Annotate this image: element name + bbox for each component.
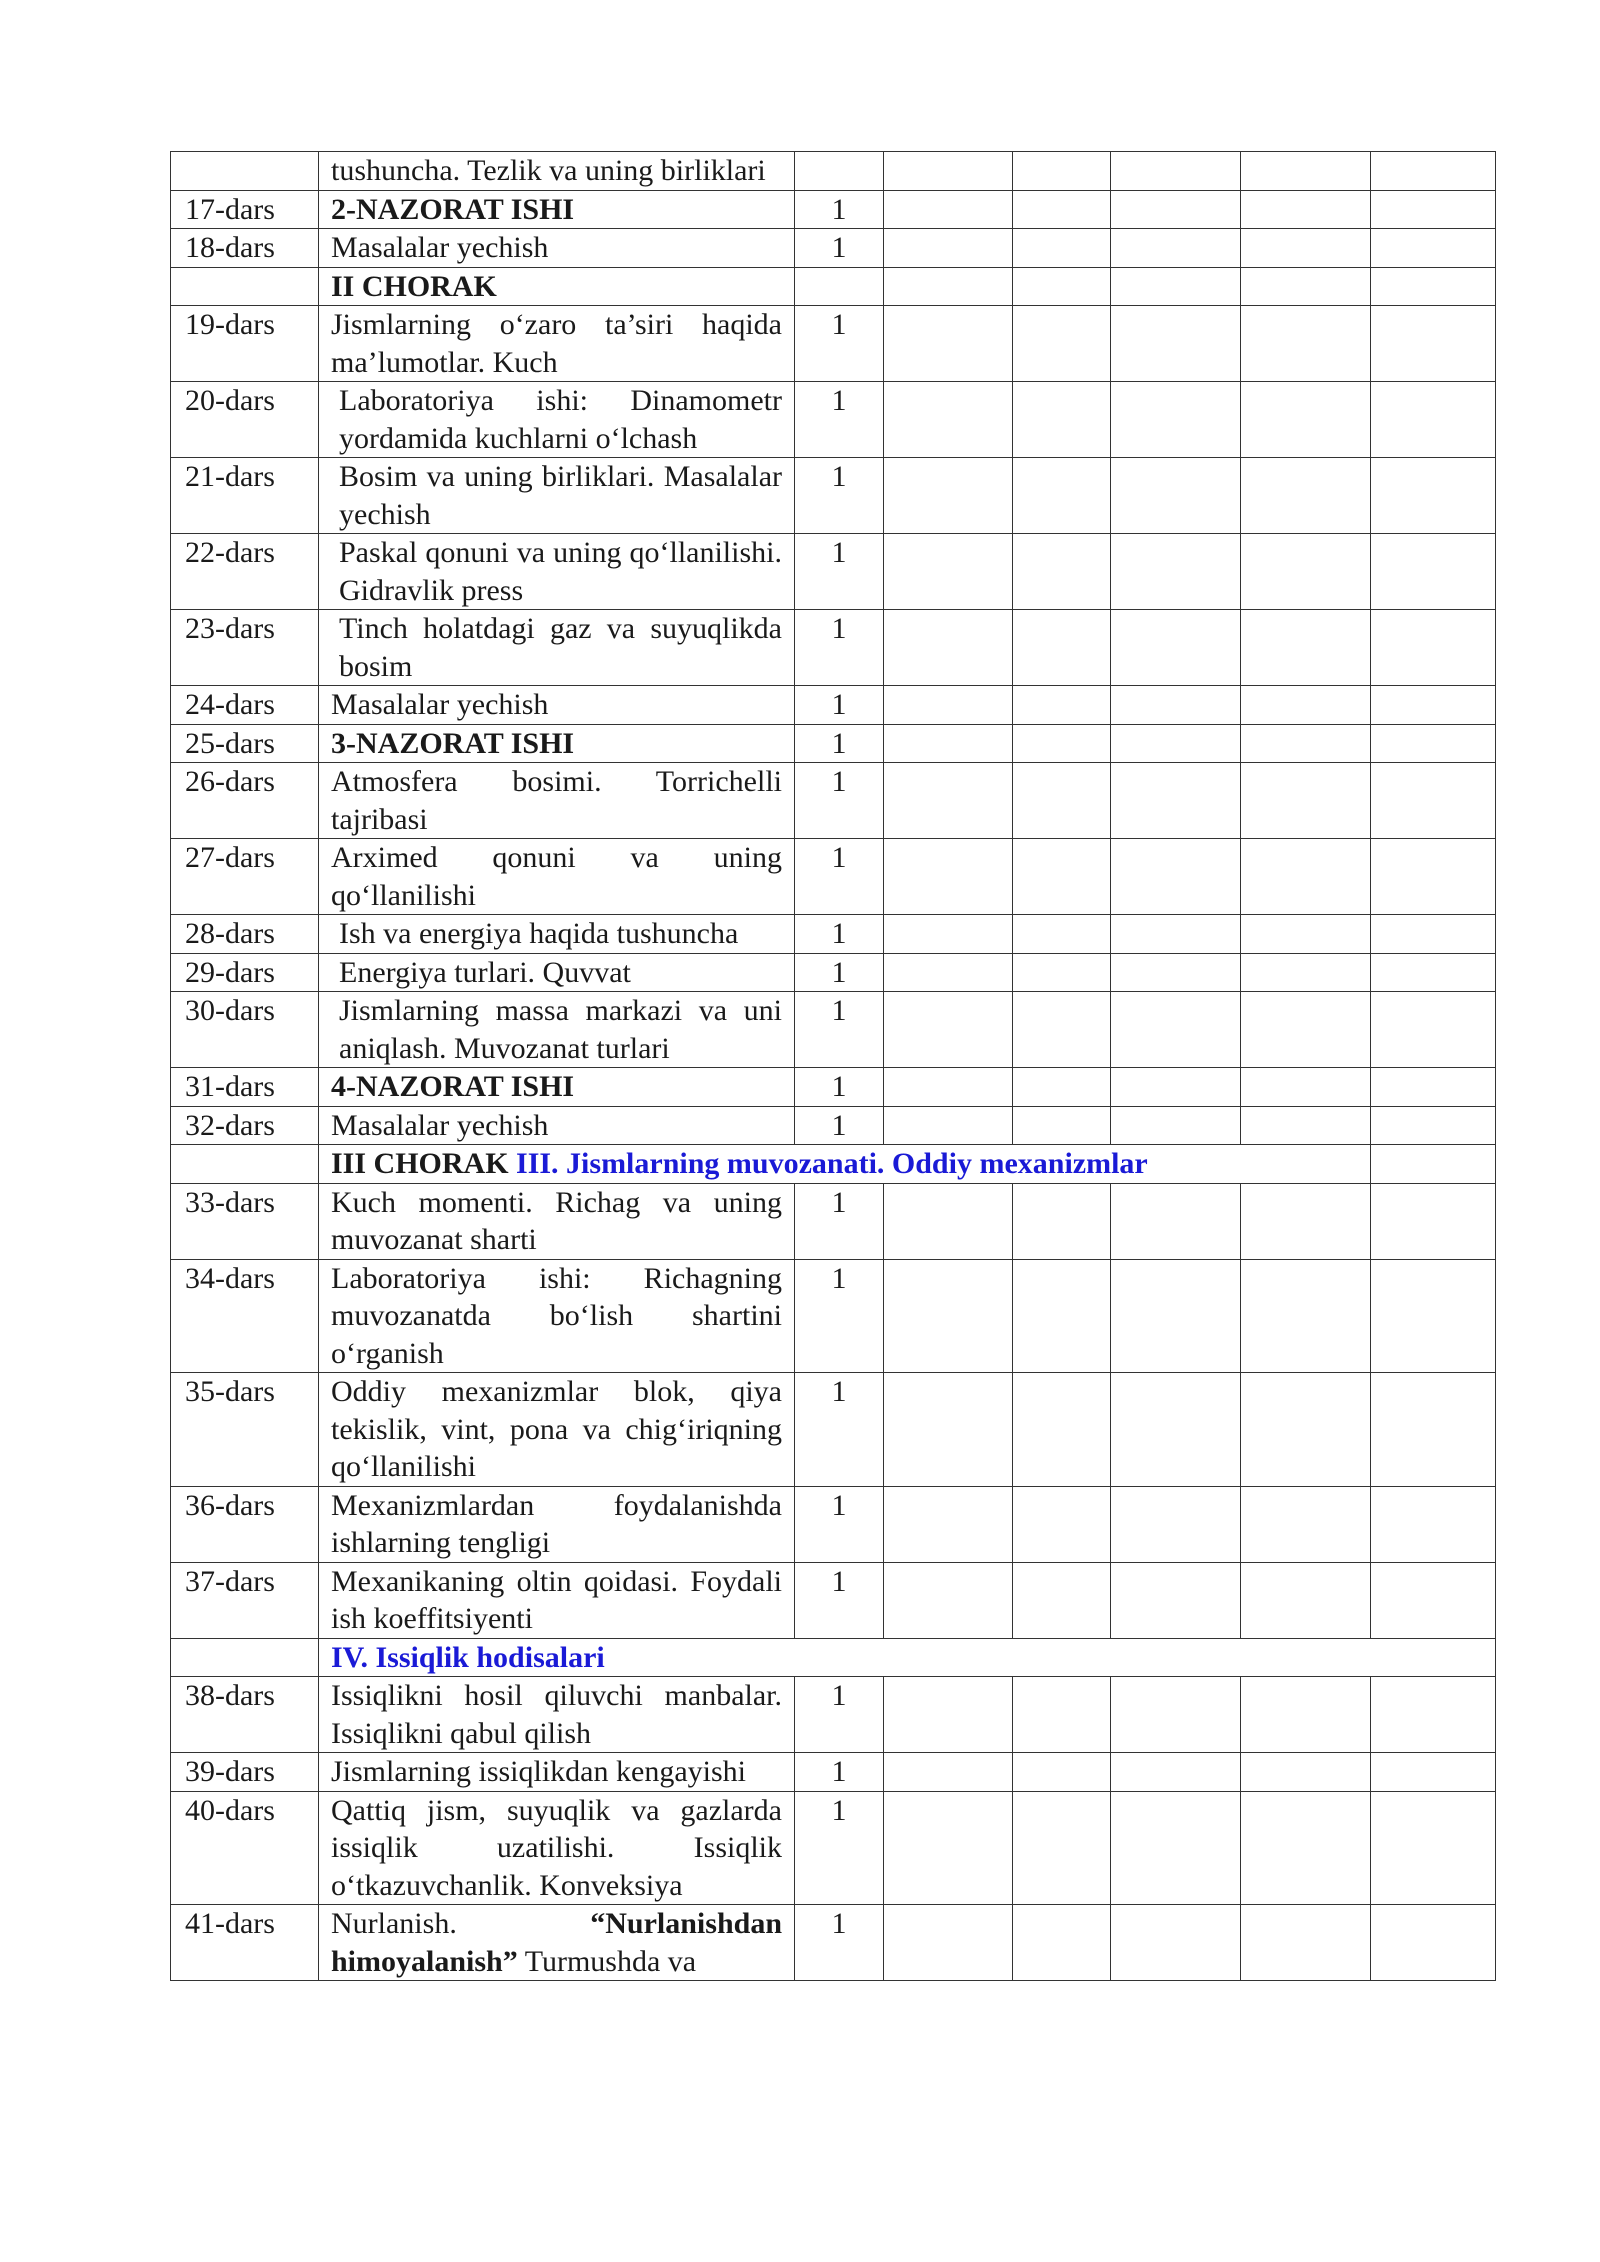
table-row	[171, 1905, 1496, 1981]
hours-cell: 1	[795, 610, 884, 686]
lesson-topic-cell	[319, 534, 795, 610]
lesson-topic-text: Bosim va uning birliklari. Masalalar yechish	[339, 460, 782, 531]
empty-cell	[1241, 992, 1371, 1068]
empty-cell	[1111, 610, 1241, 686]
lesson-topic-cell	[319, 610, 795, 686]
empty-cell	[1013, 1373, 1111, 1487]
empty-cell	[1013, 1068, 1111, 1107]
lesson-number-cell: 19-dars	[171, 306, 319, 382]
empty-cell	[1241, 953, 1371, 992]
lesson-number-cell: 17-dars	[171, 190, 319, 229]
empty-cell	[1111, 1791, 1241, 1905]
table-row	[171, 1106, 1496, 1145]
empty-cell	[1111, 724, 1241, 763]
empty-cell	[1241, 306, 1371, 382]
hours-cell: 1	[795, 763, 884, 839]
hours-cell: 1	[795, 1905, 884, 1981]
hours-cell: 1	[795, 458, 884, 534]
hours-cell: 1	[795, 1068, 884, 1107]
lesson-topic-text: Mexanikaning oltin qoidasi. Foydali ish koeffitsiyenti	[331, 1564, 782, 1635]
empty-cell	[1111, 915, 1241, 954]
lesson-topic-text: Oddiy mexanizmlar blok, qiya tekislik, vint, pona va chig‘iriqning qo‘llanilishi	[331, 1375, 782, 1483]
empty-cell	[1241, 1753, 1371, 1792]
lesson-number-cell: 34-dars	[171, 1259, 319, 1373]
table-row	[171, 534, 1496, 610]
table-row	[171, 267, 1496, 306]
empty-cell	[1013, 686, 1111, 725]
empty-cell	[1241, 229, 1371, 268]
empty-cell	[1241, 267, 1371, 306]
empty-cell	[1111, 152, 1241, 191]
empty-cell	[1013, 610, 1111, 686]
lesson-number-cell: 18-dars	[171, 229, 319, 268]
empty-cell	[1241, 458, 1371, 534]
empty-cell	[1013, 229, 1111, 268]
lesson-topic-text: Paskal qonuni va uning qo‘llanilishi. Gidravlik press	[339, 536, 782, 607]
hours-cell: 1	[795, 1562, 884, 1638]
lesson-number-cell: 33-dars	[171, 1183, 319, 1259]
hours-cell: 1	[795, 915, 884, 954]
table-row	[171, 152, 1496, 191]
empty-cell	[884, 1106, 1013, 1145]
hours-cell: 1	[795, 306, 884, 382]
hours-cell: 1	[795, 1106, 884, 1145]
table-row	[171, 1486, 1496, 1562]
empty-cell	[1013, 1791, 1111, 1905]
table-row	[171, 1791, 1496, 1905]
empty-cell	[884, 1183, 1013, 1259]
empty-cell	[1111, 992, 1241, 1068]
lesson-plan-page	[170, 151, 1495, 1981]
lesson-topic-cell	[319, 306, 795, 382]
lesson-topic-cell	[319, 1068, 795, 1107]
table-row	[171, 382, 1496, 458]
table-row	[171, 1677, 1496, 1753]
lesson-topic-cell	[319, 1106, 795, 1145]
empty-cell	[884, 1677, 1013, 1753]
empty-cell	[1371, 1145, 1496, 1184]
table-row	[171, 458, 1496, 534]
lesson-number-cell	[171, 1638, 319, 1677]
section-heading-cell	[319, 1638, 1496, 1677]
table-row	[171, 610, 1496, 686]
lesson-number-cell: 25-dars	[171, 724, 319, 763]
lesson-topic-cell	[319, 1677, 795, 1753]
lesson-topic-text: Arximed qonuni va uning qo‘llanilishi	[331, 841, 782, 912]
empty-cell	[1111, 1753, 1241, 1792]
hours-cell: 1	[795, 1791, 884, 1905]
empty-cell	[1241, 152, 1371, 191]
lesson-topic-cell	[319, 458, 795, 534]
empty-cell	[1241, 839, 1371, 915]
quarter-label: III CHORAK	[331, 1147, 509, 1180]
section-title: III. Jismlarning muvozanati. Oddiy mexanizmlar	[516, 1147, 1148, 1180]
empty-cell	[884, 152, 1013, 191]
empty-cell	[884, 1753, 1013, 1792]
lesson-topic-cell	[319, 1259, 795, 1373]
empty-cell	[1241, 1486, 1371, 1562]
empty-cell	[1371, 1183, 1496, 1259]
empty-cell	[1111, 267, 1241, 306]
lesson-topic-text: Jismlarning massa markazi va uni aniqlash. Muvozanat turlari	[339, 994, 782, 1065]
empty-cell	[884, 1562, 1013, 1638]
table-row	[171, 1259, 1496, 1373]
lesson-number-cell: 36-dars	[171, 1486, 319, 1562]
empty-cell	[1013, 458, 1111, 534]
table-row	[171, 1562, 1496, 1638]
empty-cell	[1013, 1259, 1111, 1373]
empty-cell	[1013, 306, 1111, 382]
empty-cell	[884, 1791, 1013, 1905]
empty-cell	[1111, 458, 1241, 534]
empty-cell	[1371, 1068, 1496, 1107]
empty-cell	[1371, 267, 1496, 306]
lesson-topic-text: Ish va energiya haqida tushuncha	[339, 917, 739, 950]
table-row	[171, 1068, 1496, 1107]
empty-cell	[1241, 915, 1371, 954]
empty-cell	[1013, 839, 1111, 915]
empty-cell	[1371, 229, 1496, 268]
table-row	[171, 1183, 1496, 1259]
empty-cell	[884, 610, 1013, 686]
empty-cell	[1371, 152, 1496, 191]
lesson-topic-text: Issiqlikni hosil qiluvchi manbalar. Issiqlikni qabul qilish	[331, 1679, 782, 1750]
lesson-number-cell: 26-dars	[171, 763, 319, 839]
empty-cell	[1013, 724, 1111, 763]
lesson-number-cell: 28-dars	[171, 915, 319, 954]
empty-cell	[1371, 1259, 1496, 1373]
empty-cell	[884, 458, 1013, 534]
lesson-topic-cell	[319, 953, 795, 992]
empty-cell	[1013, 1486, 1111, 1562]
empty-cell	[884, 992, 1013, 1068]
lesson-number-cell: 22-dars	[171, 534, 319, 610]
table-row	[171, 686, 1496, 725]
table-row	[171, 1638, 1496, 1677]
lesson-topic-text: Masalalar yechish	[331, 1108, 549, 1142]
empty-cell	[1111, 763, 1241, 839]
empty-cell	[884, 686, 1013, 725]
hours-cell: 1	[795, 992, 884, 1068]
empty-cell	[884, 1259, 1013, 1373]
empty-cell	[884, 534, 1013, 610]
lesson-topic-text: Kuch momenti. Richag va uning muvozanat sharti	[331, 1185, 782, 1256]
lesson-topic-text: 2-NAZORAT ISHI	[331, 192, 575, 226]
empty-cell	[1241, 534, 1371, 610]
lesson-number-cell: 32-dars	[171, 1106, 319, 1145]
lesson-topic-cell	[319, 1753, 795, 1792]
empty-cell	[1013, 1905, 1111, 1981]
lesson-number-cell: 27-dars	[171, 839, 319, 915]
hours-cell: 1	[795, 229, 884, 268]
empty-cell	[1371, 1486, 1496, 1562]
table-row	[171, 1373, 1496, 1487]
empty-cell	[1371, 458, 1496, 534]
lesson-topic-text: 4-NAZORAT ISHI	[331, 1070, 575, 1103]
lesson-topic-cell	[319, 382, 795, 458]
lesson-number-cell	[171, 152, 319, 191]
empty-cell	[1241, 1259, 1371, 1373]
table-row	[171, 992, 1496, 1068]
empty-cell	[1111, 1106, 1241, 1145]
hours-cell: 1	[795, 1486, 884, 1562]
lesson-number-cell: 31-dars	[171, 1068, 319, 1107]
empty-cell	[1111, 1905, 1241, 1981]
empty-cell	[1371, 1373, 1496, 1487]
empty-cell	[884, 229, 1013, 268]
lesson-topic-cell	[319, 992, 795, 1068]
lesson-number-cell: 29-dars	[171, 953, 319, 992]
empty-cell	[1241, 686, 1371, 725]
empty-cell	[1111, 1562, 1241, 1638]
lesson-topic-text: 3-NAZORAT ISHI	[331, 726, 575, 760]
empty-cell	[1111, 1486, 1241, 1562]
empty-cell	[1013, 953, 1111, 992]
empty-cell	[1371, 382, 1496, 458]
empty-cell	[1241, 1791, 1371, 1905]
lesson-number-cell: 20-dars	[171, 382, 319, 458]
hours-cell: 1	[795, 1183, 884, 1259]
empty-cell	[884, 724, 1013, 763]
empty-cell	[1371, 1106, 1496, 1145]
empty-cell	[1371, 915, 1496, 954]
empty-cell	[1371, 1791, 1496, 1905]
empty-cell	[1371, 724, 1496, 763]
lesson-number-cell: 40-dars	[171, 1791, 319, 1905]
empty-cell	[884, 306, 1013, 382]
empty-cell	[1241, 1905, 1371, 1981]
lesson-number-cell: 37-dars	[171, 1562, 319, 1638]
lesson-topic-cell	[319, 1373, 795, 1487]
lesson-topic-cell	[319, 724, 795, 763]
empty-cell	[884, 839, 1013, 915]
table-row	[171, 190, 1496, 229]
empty-cell	[1111, 229, 1241, 268]
empty-cell	[1241, 1183, 1371, 1259]
empty-cell	[1013, 1562, 1111, 1638]
empty-cell	[1371, 839, 1496, 915]
empty-cell	[1013, 1106, 1111, 1145]
lesson-topic-text: tushuncha. Tezlik va uning birliklari	[331, 154, 766, 187]
lesson-number-cell: 23-dars	[171, 610, 319, 686]
lesson-number-cell: 41-dars	[171, 1905, 319, 1981]
empty-cell	[1241, 724, 1371, 763]
lesson-plan-table	[170, 151, 1496, 1981]
lesson-topic-text: Atmosfera bosimi. Torrichelli tajribasi	[331, 765, 782, 836]
lesson-topic-cell	[319, 1791, 795, 1905]
empty-cell	[1013, 1183, 1111, 1259]
lesson-topic-text: Laboratoriya ishi: Dinamometr yordamida kuchlarni o‘lchash	[339, 384, 782, 455]
empty-cell	[1371, 190, 1496, 229]
hours-cell: 1	[795, 1373, 884, 1487]
lesson-topic-cell	[319, 763, 795, 839]
table-row	[171, 229, 1496, 268]
table-row	[171, 915, 1496, 954]
empty-cell	[1013, 152, 1111, 191]
hours-cell	[795, 267, 884, 306]
hours-cell: 1	[795, 686, 884, 725]
empty-cell	[1241, 382, 1371, 458]
hours-cell: 1	[795, 382, 884, 458]
empty-cell	[1013, 1677, 1111, 1753]
lesson-topic-bold-text: “Nurlanishdan himoyalanish”	[331, 1907, 782, 1978]
empty-cell	[1371, 1677, 1496, 1753]
empty-cell	[1371, 534, 1496, 610]
empty-cell	[884, 915, 1013, 954]
section-title: IV. Issiqlik hodisalari	[331, 1640, 605, 1674]
lesson-topic-cell	[319, 1562, 795, 1638]
empty-cell	[1111, 1068, 1241, 1107]
lesson-number-cell	[171, 1145, 319, 1184]
empty-cell	[1371, 1753, 1496, 1792]
empty-cell	[1241, 610, 1371, 686]
empty-cell	[1371, 306, 1496, 382]
empty-cell	[1111, 1677, 1241, 1753]
empty-cell	[1013, 992, 1111, 1068]
empty-cell	[1013, 915, 1111, 954]
empty-cell	[1111, 953, 1241, 992]
empty-cell	[884, 190, 1013, 229]
empty-cell	[884, 1486, 1013, 1562]
empty-cell	[1013, 382, 1111, 458]
lesson-topic-text: Tinch holatdagi gaz va suyuqlikda bosim	[339, 612, 782, 683]
lesson-topic-text: Qattiq jism, suyuqlik va gazlarda issiqlik uzatilishi. Issiqlik o‘tkazuvchanlik. Konveksiya	[331, 1793, 782, 1902]
hours-cell: 1	[795, 724, 884, 763]
empty-cell	[884, 267, 1013, 306]
empty-cell	[1111, 190, 1241, 229]
lesson-number-cell: 24-dars	[171, 686, 319, 725]
empty-cell	[1371, 1562, 1496, 1638]
hours-cell: 1	[795, 839, 884, 915]
empty-cell	[1111, 382, 1241, 458]
empty-cell	[1111, 1373, 1241, 1487]
section-heading-cell	[319, 1145, 1371, 1184]
empty-cell	[1371, 992, 1496, 1068]
empty-cell	[1241, 1106, 1371, 1145]
lesson-topic-cell	[319, 1486, 795, 1562]
empty-cell	[1371, 763, 1496, 839]
lesson-topic-cell	[319, 190, 795, 229]
lesson-number-cell	[171, 267, 319, 306]
empty-cell	[1241, 1677, 1371, 1753]
empty-cell	[884, 763, 1013, 839]
table-row	[171, 306, 1496, 382]
empty-cell	[1013, 267, 1111, 306]
empty-cell	[1111, 686, 1241, 725]
empty-cell	[1241, 1373, 1371, 1487]
empty-cell	[1241, 1068, 1371, 1107]
empty-cell	[1241, 190, 1371, 229]
lesson-topic-text: Masalalar yechish	[331, 231, 549, 264]
hours-cell: 1	[795, 1753, 884, 1792]
table-row	[171, 763, 1496, 839]
hours-cell: 1	[795, 534, 884, 610]
hours-cell: 1	[795, 953, 884, 992]
hours-cell: 1	[795, 1677, 884, 1753]
lesson-topic-text-continued: Turmushda va	[517, 1944, 697, 1978]
empty-cell	[1371, 686, 1496, 725]
lesson-topic-cell	[319, 686, 795, 725]
lesson-topic-cell	[319, 1183, 795, 1259]
empty-cell	[1371, 1905, 1496, 1981]
lesson-number-cell: 35-dars	[171, 1373, 319, 1487]
lesson-topic-cell	[319, 152, 795, 191]
table-row	[171, 1145, 1496, 1184]
table-row	[171, 953, 1496, 992]
lesson-topic-text: Energiya turlari. Quvvat	[339, 955, 631, 989]
hours-cell: 1	[795, 1259, 884, 1373]
lesson-topic-cell	[319, 1905, 795, 1981]
table-row	[171, 839, 1496, 915]
empty-cell	[1013, 190, 1111, 229]
empty-cell	[1111, 1259, 1241, 1373]
lesson-topic-cell	[319, 229, 795, 268]
lesson-topic-text: Laboratoriya ishi: Richagning muvozanatda bo‘lish shartini o‘rganish	[331, 1261, 782, 1370]
empty-cell	[1241, 763, 1371, 839]
empty-cell	[1111, 839, 1241, 915]
lesson-topic-text: Masalalar yechish	[331, 688, 549, 721]
lesson-topic-text: Jismlarning issiqlikdan kengayishi	[331, 1755, 746, 1788]
hours-cell	[795, 152, 884, 191]
empty-cell	[884, 1068, 1013, 1107]
empty-cell	[1013, 763, 1111, 839]
empty-cell	[1111, 1183, 1241, 1259]
empty-cell	[884, 953, 1013, 992]
lesson-number-cell: 39-dars	[171, 1753, 319, 1792]
empty-cell	[1013, 534, 1111, 610]
lesson-topic-text: II CHORAK	[331, 269, 497, 303]
empty-cell	[1111, 534, 1241, 610]
lesson-topic-text: Nurlanish.	[331, 1907, 591, 1940]
lesson-number-cell: 38-dars	[171, 1677, 319, 1753]
empty-cell	[1241, 1562, 1371, 1638]
empty-cell	[884, 1373, 1013, 1487]
empty-cell	[1371, 610, 1496, 686]
empty-cell	[884, 1905, 1013, 1981]
empty-cell	[1371, 953, 1496, 992]
lesson-topic-text: Mexanizmlardan foydalanishda ishlarning tengligi	[331, 1488, 782, 1559]
table-row	[171, 724, 1496, 763]
empty-cell	[884, 382, 1013, 458]
table-row	[171, 1753, 1496, 1792]
lesson-topic-text: Jismlarning o‘zaro ta’siri haqida ma’lumotlar. Kuch	[331, 308, 782, 379]
lesson-number-cell: 30-dars	[171, 992, 319, 1068]
lesson-topic-cell	[319, 839, 795, 915]
lesson-topic-cell	[319, 915, 795, 954]
lesson-number-cell: 21-dars	[171, 458, 319, 534]
empty-cell	[1013, 1753, 1111, 1792]
empty-cell	[1111, 306, 1241, 382]
lesson-topic-cell	[319, 267, 795, 306]
hours-cell: 1	[795, 190, 884, 229]
